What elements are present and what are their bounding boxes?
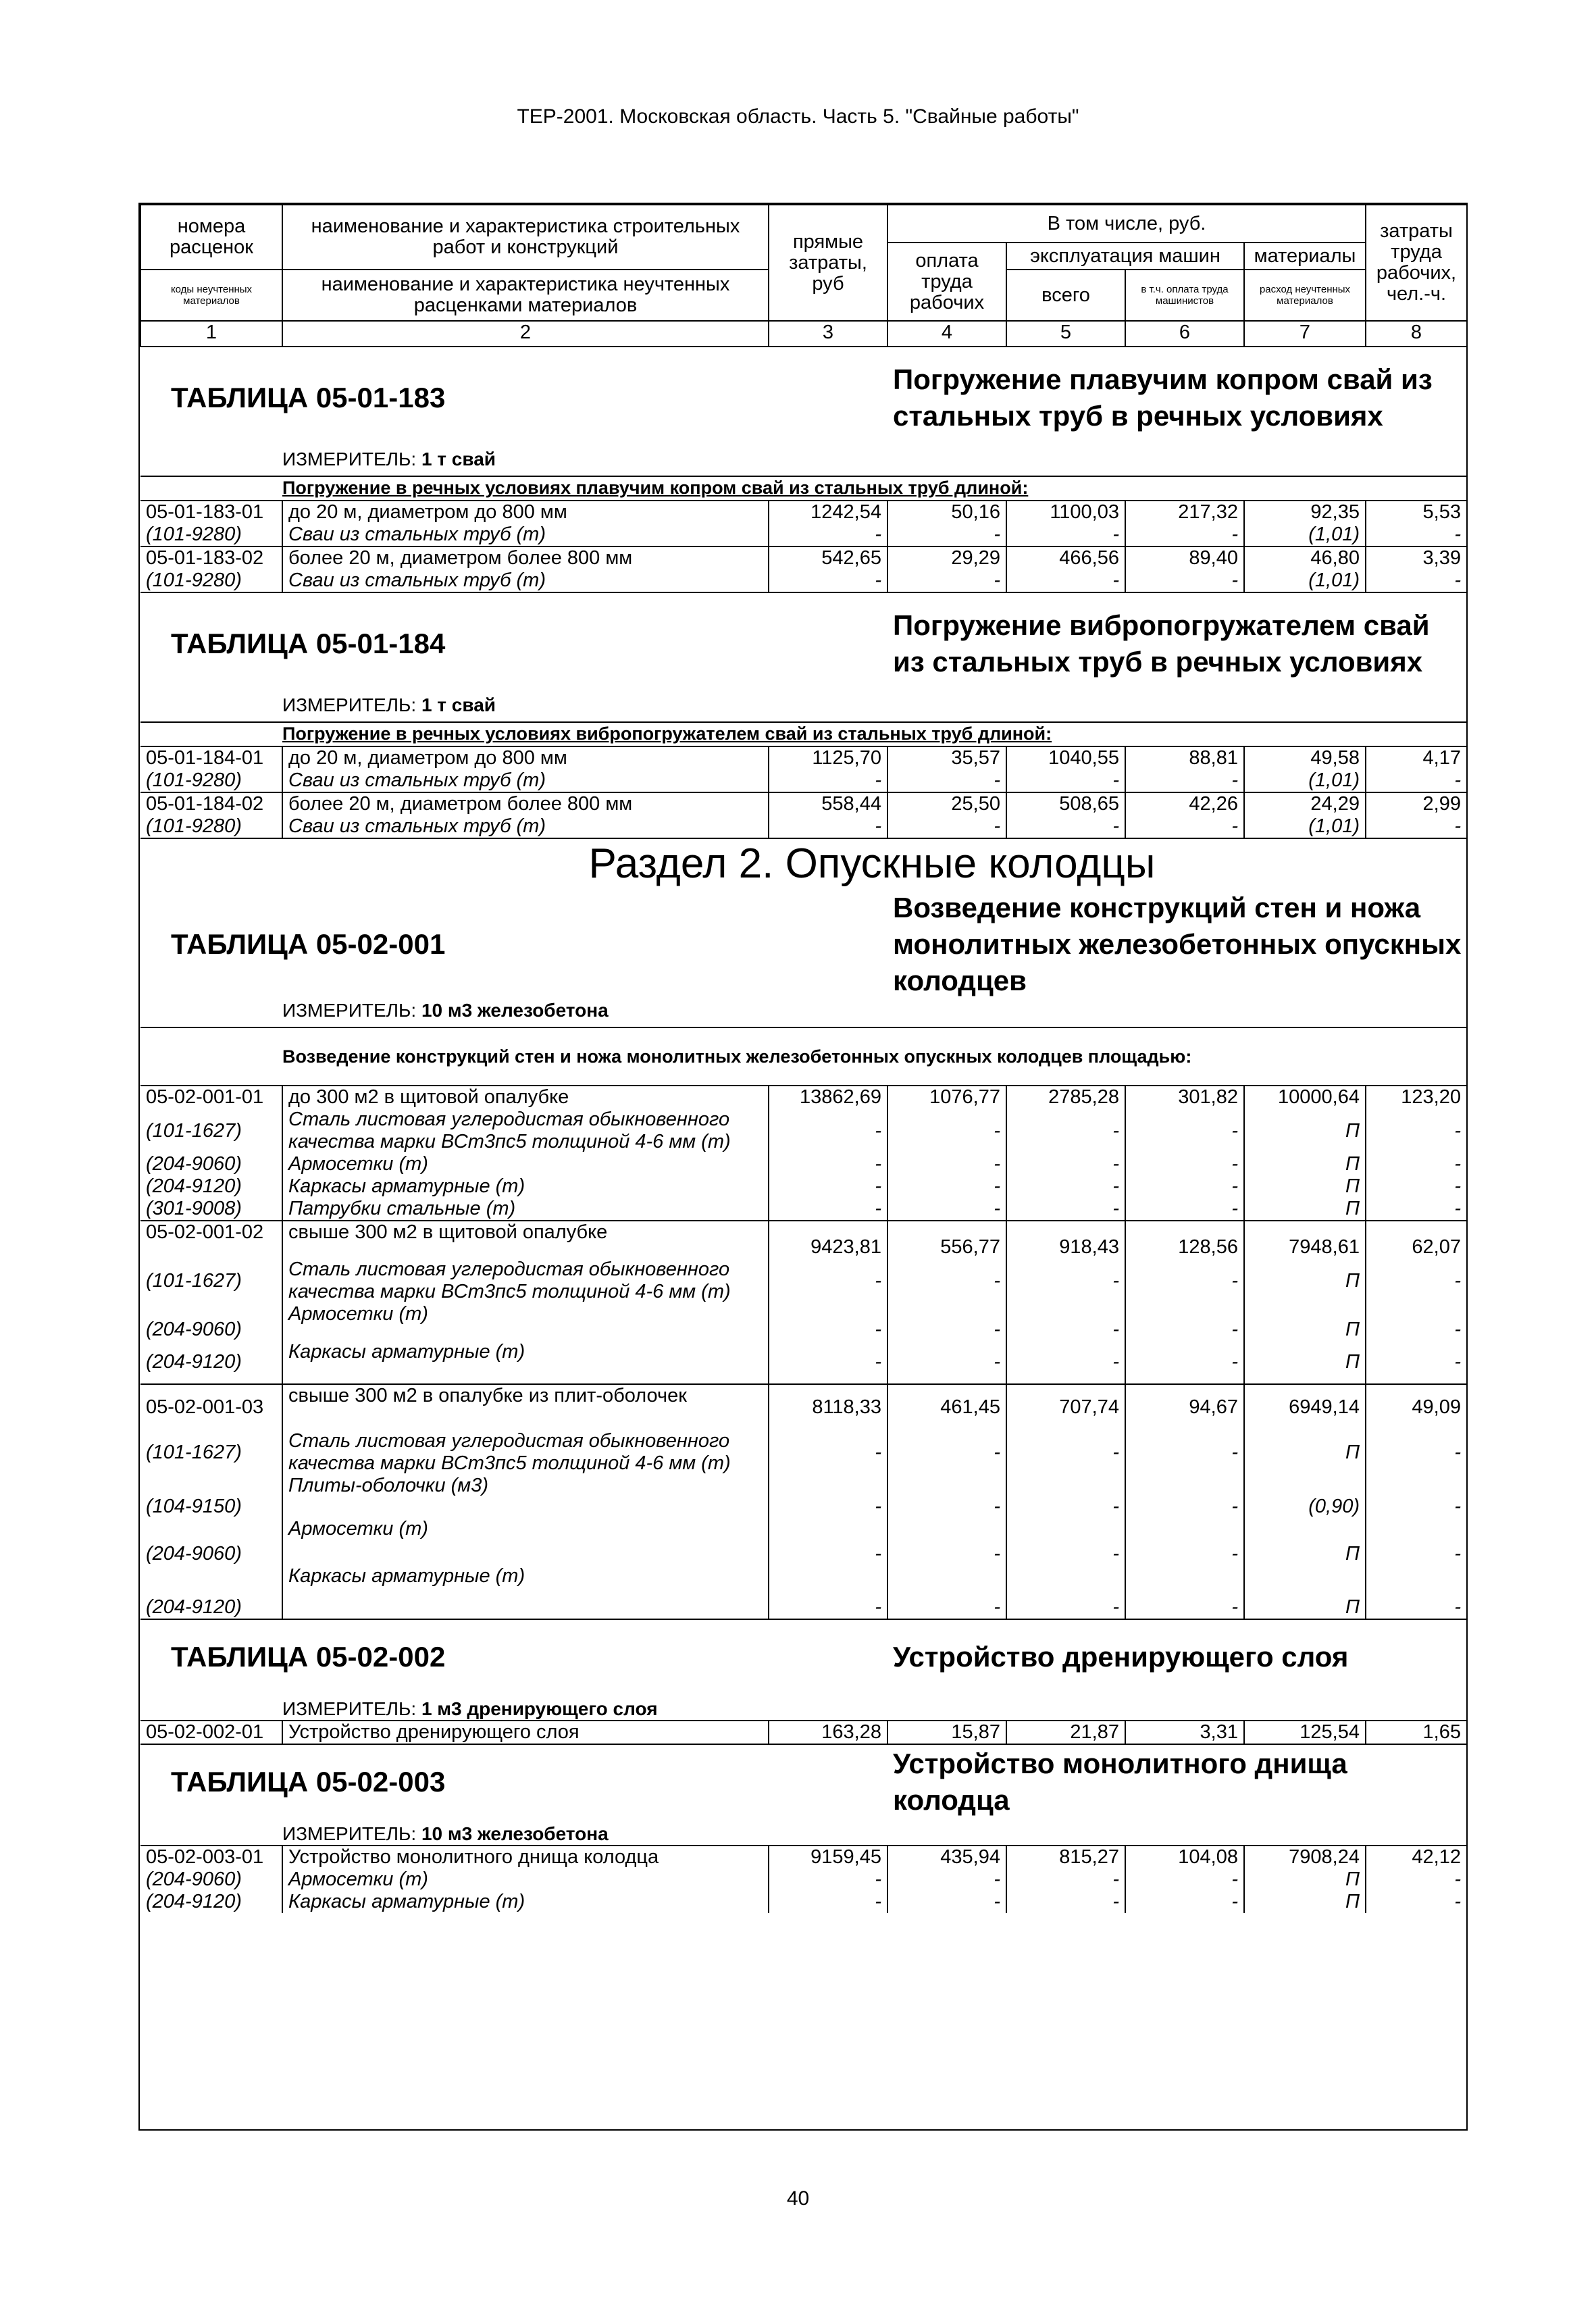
table-name: Устройство дренирующего слоя xyxy=(887,1619,1467,1694)
table-code: ТАБЛИЦА 05-02-001 xyxy=(171,928,446,960)
table-row: (101-1627) Сталь листовая углеродистая обыкновенного качества марки ВСт3пс5 толщиной 4-6 мм (т) - - - - П - xyxy=(140,1109,1467,1153)
measurement-unit: ИЗМЕРИТЕЛЬ: 1 т свай xyxy=(282,694,496,715)
measurement-unit: ИЗМЕРИТЕЛЬ: 10 м3 железобетона xyxy=(282,1000,609,1021)
table-title-05-02-002 xyxy=(140,1619,1467,1694)
table-row: (101-9280) Сваи из стальных труб (т) - - - - (1,01) - xyxy=(140,524,1467,547)
col-header-operator-wages: в т.ч. оплата труда машинистов xyxy=(1125,270,1244,321)
group-title: Погружение в речных условиях вибропогружателем свай из стальных труб длиной: xyxy=(140,722,1467,746)
table-row: 05-01-184-01 до 20 м, диаметром до 800 мм 1125,70 35,57 1040,55 88,81 49,58 4,17 xyxy=(140,746,1467,769)
table-row: (204-9120) Каркасы арматурные (т) - - - - П - xyxy=(140,1891,1467,1913)
table-name: Устройство монолитного днища колодца xyxy=(893,1747,1347,1816)
table-title-05-01-183 xyxy=(140,347,1467,448)
table-row: 05-02-002-01 Устройство дренирующего слоя 163,28 15,87 21,87 3,31 125,54 1,65 xyxy=(140,1721,1467,1744)
table-row: (101-1627) Сталь листовая углеродистая обыкновенного качества марки ВСт3пс5 толщиной 4-6 мм (т) - - - - П - xyxy=(140,1430,1467,1475)
col-header-name: наименование и характеристика строительных работ и конструкций xyxy=(282,205,769,270)
table-code: ТАБЛИЦА 05-01-184 xyxy=(140,592,887,694)
table-row: (101-9280) Сваи из стальных труб (т) - - - - (1,01) - xyxy=(140,815,1467,838)
page-header: ТЕР-2001. Московская область. Часть 5. "Свайные работы" xyxy=(517,105,1079,128)
group-title: Возведение конструкций стен и ножа монолитных железобетонных опускных колодцев площадью: xyxy=(140,1027,1467,1086)
table-title-05-01-184 xyxy=(140,592,1467,694)
rates-table-frame xyxy=(138,203,1468,2131)
measurement-unit: ИЗМЕРИТЕЛЬ: 10 м3 железобетона xyxy=(282,1823,609,1844)
section-title: Раздел 2. Опускные колодцы xyxy=(140,838,1467,890)
measurement-unit: ИЗМЕРИТЕЛЬ: 1 т свай xyxy=(282,449,496,469)
table-code: ТАБЛИЦА 05-02-003 xyxy=(171,1765,446,1798)
table-row: 05-02-001-03 свыше 300 м2 в опалубке из плит-оболочек 8118,33 461,45 707,74 94,67 6949,14 49,09 xyxy=(140,1384,1467,1430)
table-row: (204-9060) Армосетки (т) - - - - П - xyxy=(140,1303,1467,1341)
table-row: (204-9060) Армосетки (т) - - - - П - xyxy=(140,1153,1467,1175)
rates-table xyxy=(140,204,1468,1913)
col-header-machines-total: всего xyxy=(1006,270,1125,321)
table-title-05-02-003 xyxy=(140,1744,1467,1819)
table-row: (204-9120) Каркасы арматурные (т) - - - - П - xyxy=(140,1341,1467,1384)
col-header-materials: материалы xyxy=(1244,243,1366,270)
col-header-machines: эксплуатация машин xyxy=(1006,243,1244,270)
table-code: ТАБЛИЦА 05-02-002 xyxy=(140,1619,887,1694)
table-name: Погружение плавучим копром свай из стальных труб в речных условиях xyxy=(887,347,1467,448)
col-header-material-names: наименование и характеристика неучтенных расценками материалов xyxy=(282,270,769,321)
table-row: (101-9280) Сваи из стальных труб (т) - - - - (1,01) - xyxy=(140,569,1467,592)
table-row: 05-02-001-02 свыше 300 м2 в щитовой опалубке 9423,81 556,77 918,43 128,56 7948,61 62,07 xyxy=(140,1221,1467,1259)
table-name: Возведение конструкций стен и ножа монолитных железобетонных опускных колодцев xyxy=(893,892,1462,996)
table-row: (301-9008) Патрубки стальные (т) - - - - П - xyxy=(140,1198,1467,1221)
col-header-direct-costs: прямые затраты, руб xyxy=(769,205,887,321)
table-row: 05-01-184-02 более 20 м, диаметром более 800 мм 558,44 25,50 508,65 42,26 24,29 2,99 xyxy=(140,792,1467,815)
table-row: (204-9120) Каркасы арматурные (т) - - - - П - xyxy=(140,1565,1467,1619)
col-header-labor: затраты труда рабочих, чел.-ч. xyxy=(1366,205,1467,321)
column-numbers-row: 1 2 3 4 5 6 7 8 xyxy=(140,321,1467,347)
table-name: Погружение вибропогружателем свай из стальных труб в речных условиях xyxy=(887,592,1467,694)
table-code: ТАБЛИЦА 05-01-183 xyxy=(140,347,887,448)
table-row: (204-9060) Армосетки (т) - - - - П - xyxy=(140,1869,1467,1891)
col-header-including: В том числе, руб. xyxy=(887,205,1366,243)
table-title-05-02-001 xyxy=(140,890,1467,999)
table-row: 05-02-001-01 до 300 м2 в щитовой опалубке 13862,69 1076,77 2785,28 301,82 10000,64 123,20 xyxy=(140,1086,1467,1109)
table-row: (204-9120) Каркасы арматурные (т) - - - - П - xyxy=(140,1175,1467,1198)
col-header-wages: оплата труда рабочих xyxy=(887,243,1006,321)
table-row: (101-1627) Сталь листовая углеродистая обыкновенного качества марки ВСт3пс5 толщиной 4-6 мм (т) - - - - П - xyxy=(140,1259,1467,1303)
group-title: Погружение в речных условиях плавучим копром свай из стальных труб длиной: xyxy=(140,476,1467,501)
table-row: 05-01-183-01 до 20 м, диаметром до 800 мм 1242,54 50,16 1100,03 217,32 92,35 5,53 xyxy=(140,501,1467,524)
col-header-material-usage: расход неучтенных материалов xyxy=(1244,270,1366,321)
table-row: (104-9150) Плиты-оболочки (м3) - - - - (0,90) - xyxy=(140,1475,1467,1518)
col-header-material-codes: коды неучтенных материалов xyxy=(140,270,282,321)
measurement-unit: ИЗМЕРИТЕЛЬ: 1 м3 дренирующего слоя xyxy=(282,1698,658,1719)
table-row: (101-9280) Сваи из стальных труб (т) - - - - (1,01) - xyxy=(140,769,1467,792)
page-number: 40 xyxy=(786,2187,810,2210)
table-row: (204-9060) Армосетки (т) - - - - П - xyxy=(140,1518,1467,1565)
col-header-code: номера расценок xyxy=(140,205,282,270)
table-row: 05-02-003-01 Устройство монолитного днища колодца 9159,45 435,94 815,27 104,08 7908,24 42,12 xyxy=(140,1846,1467,1869)
table-row: 05-01-183-02 более 20 м, диаметром более 800 мм 542,65 29,29 466,56 89,40 46,80 3,39 xyxy=(140,547,1467,569)
